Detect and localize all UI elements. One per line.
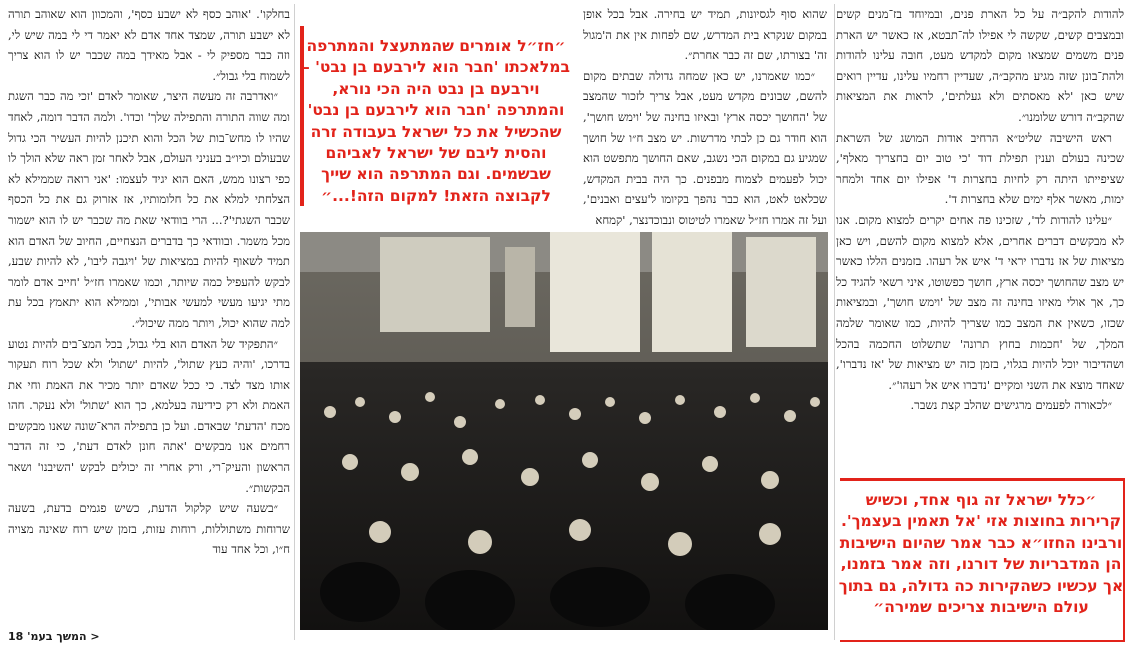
- pull-quote-left: ״חז״ל אומרים שהמתעצל והמתרפה במלאכתו 'חבר הוא לירבעם בן נבט' – וירבעם בן נבט היה הכי נורא, והמתרפה 'חבר הוא לירבעם בן נבט' שהכשיל את כל ישראל בעבודה זרה והסית ליבם של ישראל לאביהם שבשמים. וגם המתרפה הוא שייך לקבוצה הזאת! למקום הזה!...״: [302, 37, 570, 205]
- paragraph: ראש הישיבה שליט״א הרחיב אודות המושג של השראת שכינה בעולם וענין תפילת דוד 'כי טוב יום בחצריך מאלף', שציפייתו היתה רק לחיות בחצרות ד' אפילו יום אחד ולמחר ימות, מאשר אלף ימים שלא בחצרות ד'.: [836, 130, 1124, 207]
- paragraph: ״התפקיד של האדם הוא בלי גבול, בכל המצ־בים להיות נטוע בדרכו, 'והיה כעץ שתול', להיות 'שתול' ולא שכל רוח תעקור אותו מצד לצד. כי ככל שאדם יותר מכיר את האמת וחי את האמת ולא רק כידיעה בעלמא, כך הוא 'שתול' ולא נעקר. חהו מכח 'הדעת' שבאדם. ועל כן בתפילה הרא־שונה שאנו מבקשים רחמים אנו מבקשים 'אתה חונן לאדם דעת', כי זה הדבר הראשון והעיק־רי, ורק אחרי זה יכולים לבקש 'השיבנו' ושאר הבקשות״.: [8, 336, 290, 495]
- audience-photo: [300, 232, 828, 630]
- paragraph: ״בשעה שיש קלקול הדעת, כשיש פגמים בדעת, בשעה שרוחות משתוללות, רוחות עזות, בזמן שיש רוח שאינה מצויה ח״ו, וכל אחד עוד: [8, 501, 290, 557]
- paragraph: ״עלינו להודות לד', שזכינו פה אחים יקרים למצוא מקום. אנו לא מבקשים דברים אחרים, אלא למצוא מקום להשם, ויש כאן מציאות של אז נדברו יראי ד' איש אל רעהו. בזמנים הללו כאשר יש מצב שהחושך יכסה ארץ, חושך כפשוטו, איני רשאי להגיד כל כך, אך אולי מאיזו בחינה זה מצב של 'וימש חושך', ובמציאות שכזו, כשאין את המצב כמו שצריך להיות, כמו שאומר שלמה המלך, של 'חכמות בחוץ תרונה' שתשלוט החכמה בהכל ושהדיבור יוכל להיות בגלוי, בזמן כזה יש מציאות של 'אז נדברו', שאחד מוצא את השני ומקיים 'נדברו איש אל רעהו'״.: [836, 212, 1124, 392]
- paragraph: ״ואדרבה זה מעשה היצר, שאומר לאדם 'זכי מה כבר השגת ומה שווה התורה והתפילה שלך' וכדו'. ולמה הדבר דומה, לאחד שהיו לו מחש־בות של הכל והוא תיכנן להיות העשיר הכי גדול שבעולם וכיו״ב בעניני העולם, אבל לאחר זמן ראה שלא הולך לו כפי רצונו ממש, האם הוא יגיד לעצמו: 'אני רואה שממילא לא הצלחתי למלא את כל חלומותיו, אז אזרוק גם את כל הכסף שכבר השגתי'?... הרי בוודאי שאת מה שכבר יש לו הוא ישמור מכל משמר. ובוודאי כך בדברים הנצחיים, החיוב של האדם הוא תמיד לשאוף להיות במציאות של 'ויגבה ליבו', לא להיות שבע, לבקש להעפיל כמה שיותר, וכמו שאמרו חז״ל 'חייב אדם לומר מתי יגיעו מעשי למעשי אבותי', וממילא הוא יתאמץ בכל עת למה שהוא יכול, ויותר ממה שיכול״.: [8, 89, 290, 330]
- article-column-left: [8, 4, 290, 624]
- continued-on-page[interactable]: < המשך בעמ' 18: [8, 630, 100, 643]
- paragraph: ״כמו שאמרנו, יש כאן שמחה גדולה שבתים מקום להשם, שבונים מקדש מעט, אבל צריך לזכור שהמצב של 'החושך יכסה ארץ' ובאיזו בחינה של 'וימש חושך', הוא חודר גם כן לבתי מדרשות. יש מצב ח״ו של חושך שמגיע גם במקום הכי נשגב, שאם החושך מתפשט הוא יכול לפעמים לצמוח מבפנים. כך היה בבית המקדש, שכלאט לאט, הוא כבר נהפך בקיומו ל'עצים ואבנים', ועל זה אמרו חז״ל שאמרו לטיטוס ונבוכדנצר, 'קמחא: [583, 68, 827, 226]
- paragraph: להודות להקב״ה על כל הארת פנים, ובמיוחד בז־מנים קשים ובמצבים קשים, שקשה לי אפילו לה־תבטא, אז כאשר יש הארת פנים משמים שמצאו מקום למקדש מעט, חובה עלינו להודות ולהת־בונן שזה מגיע מהקב״ה, שעדיין רחמיו עלינו, עדיין רואים שיש כאן 'לא מאסתים ולא געלתים', לראות את המציאות שהקב״ה דורש שלומנו״.: [836, 7, 1124, 124]
- paragraph: ״לכאורה לפעמים מרגישים שהלב קצת נשבר.: [910, 398, 1112, 413]
- pull-quote-right: ״כלל ישראל זה גוף אחד, וכשיש קרירות בחוצות אזי 'אל תאמין בעצמך'. ורבינו החזו״א כבר אמר שהיום הישיבות הן המדבריות של דורנו, וזה אמר בזמנו, אך עכשיו כשהקירות כה גדולה, גם בתוך עולם הישיבות צריכים שמירה״: [838, 491, 1124, 617]
- article-column-middle: [583, 4, 827, 226]
- column-divider: [834, 4, 835, 640]
- column-divider: [294, 4, 295, 640]
- article-column-right: [836, 4, 1124, 472]
- paragraph: שהוא סוף לגסיונות, תמיד יש בחירה. אבל בכל אופן במקום שנקרא בית המדרש, שם לפחות אין את ה'מגול זה' בצורתו, שם זה כבר אחרת״.: [583, 7, 827, 63]
- paragraph: בחלקו'. 'אוהב כסף לא ישבע כסף', והמכוון הוא שאוהב תורה לא ישבע תורה, שמצד אחד אדם לא יאמר די לי במה שיש לי, וזה כבר מספיק לי - אבל מאידך במה שכבר יש לו הוא צריך לשמוח בלי גבול״.: [8, 7, 290, 83]
